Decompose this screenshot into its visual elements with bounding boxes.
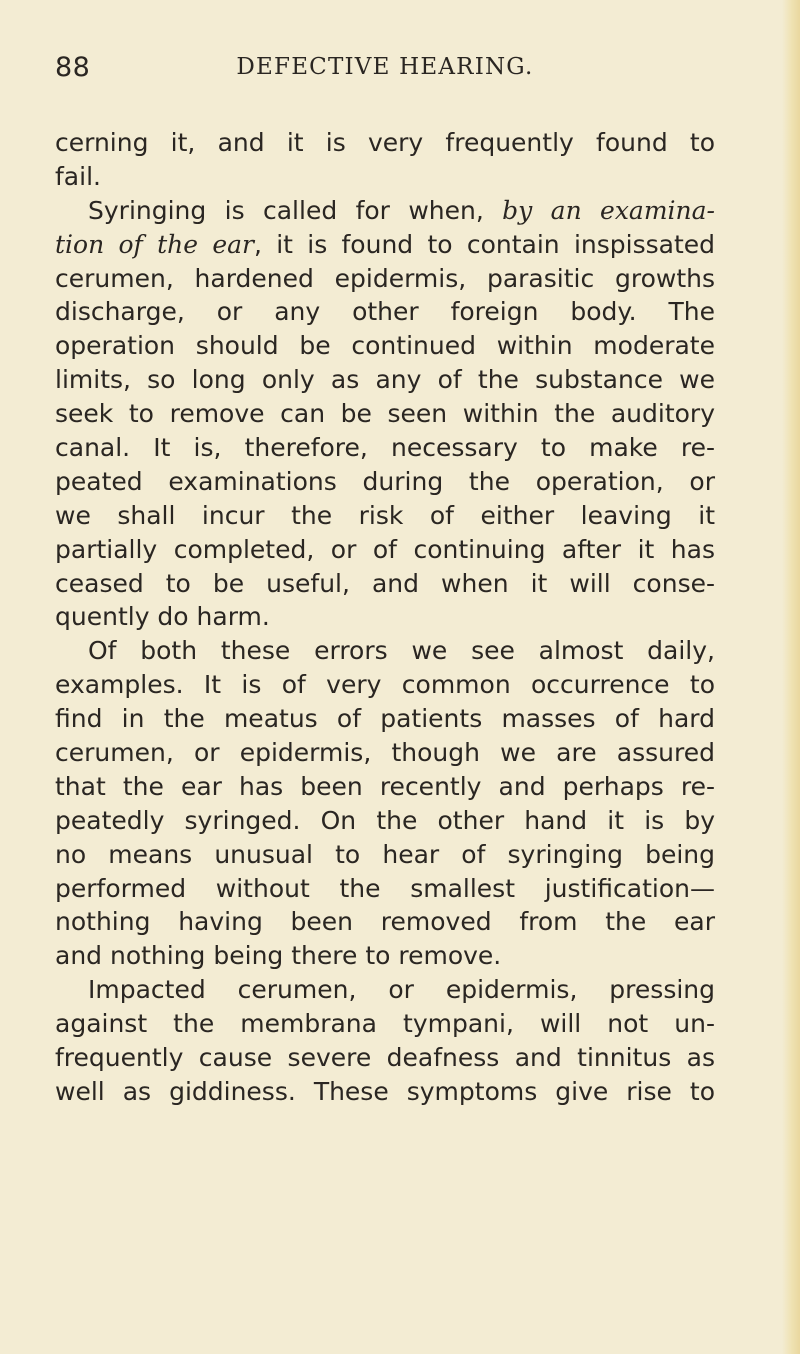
- text-line: peatedly syringed. On the other hand it is by: [55, 805, 715, 835]
- text-run: Syringing is called for when,: [88, 195, 503, 225]
- text-line: examples. It is of very common occurrence to: [55, 670, 715, 700]
- text-line: we shall incur the risk of either leaving it: [55, 500, 715, 530]
- text-line: well as giddiness. These symptoms give rise to: [55, 1076, 715, 1106]
- text-line: nothing having been removed from the ear: [55, 907, 715, 937]
- text-line: seek to remove can be seen within the auditory: [55, 399, 715, 429]
- text-line: cerning it, and it is very frequently found to: [55, 128, 715, 157]
- text-line: no means unusual to hear of syringing being: [55, 839, 715, 869]
- running-head: DEFECTIVE HEARING.: [236, 54, 534, 80]
- text-line: [55, 228, 715, 262]
- text-line: canal. It is, therefore, necessary to make re-: [55, 433, 715, 463]
- text-line: and nothing being there to remove.: [55, 941, 502, 971]
- text-line: Impacted cerumen, or epidermis, pressing: [88, 975, 715, 1005]
- italic-text-run: tion of the ear: [55, 229, 254, 259]
- text-run: , it is found to contain inspissated: [253, 229, 715, 259]
- text-line: [55, 194, 715, 228]
- text-line: operation should be continued within moderate: [55, 331, 715, 361]
- text-line: quently do harm.: [55, 602, 270, 632]
- body-text: [55, 126, 715, 1109]
- text-line: against the membrana tympani, will not un-: [55, 1009, 715, 1039]
- text-line: cerumen, or epidermis, though we are assured: [55, 738, 715, 768]
- text-line: limits, so long only as any of the substance we: [55, 365, 715, 395]
- text-line: ceased to be useful, and when it will conse-: [55, 568, 715, 598]
- text-line: frequently cause severe deafness and tinnitus as: [55, 1043, 715, 1073]
- text-line: performed without the smallest justification—: [55, 873, 715, 903]
- text-line: peated examinations during the operation, or: [55, 466, 715, 496]
- page-number: 88: [55, 52, 91, 83]
- italic-text-run: by an examina-: [502, 195, 715, 225]
- text-line: discharge, or any other foreign body. The: [55, 297, 715, 327]
- text-line: fail.: [55, 161, 101, 191]
- text-line: cerumen, hardened epidermis, parasitic growths: [55, 263, 715, 293]
- page-edge: [782, 0, 800, 1354]
- page-header: [55, 52, 715, 86]
- text-line: partially completed, or of continuing after it has: [55, 534, 715, 564]
- text-line: that the ear has been recently and perhaps re-: [55, 771, 715, 801]
- text-line: find in the meatus of patients masses of hard: [55, 704, 715, 734]
- text-line: Of both these errors we see almost daily,: [88, 636, 715, 666]
